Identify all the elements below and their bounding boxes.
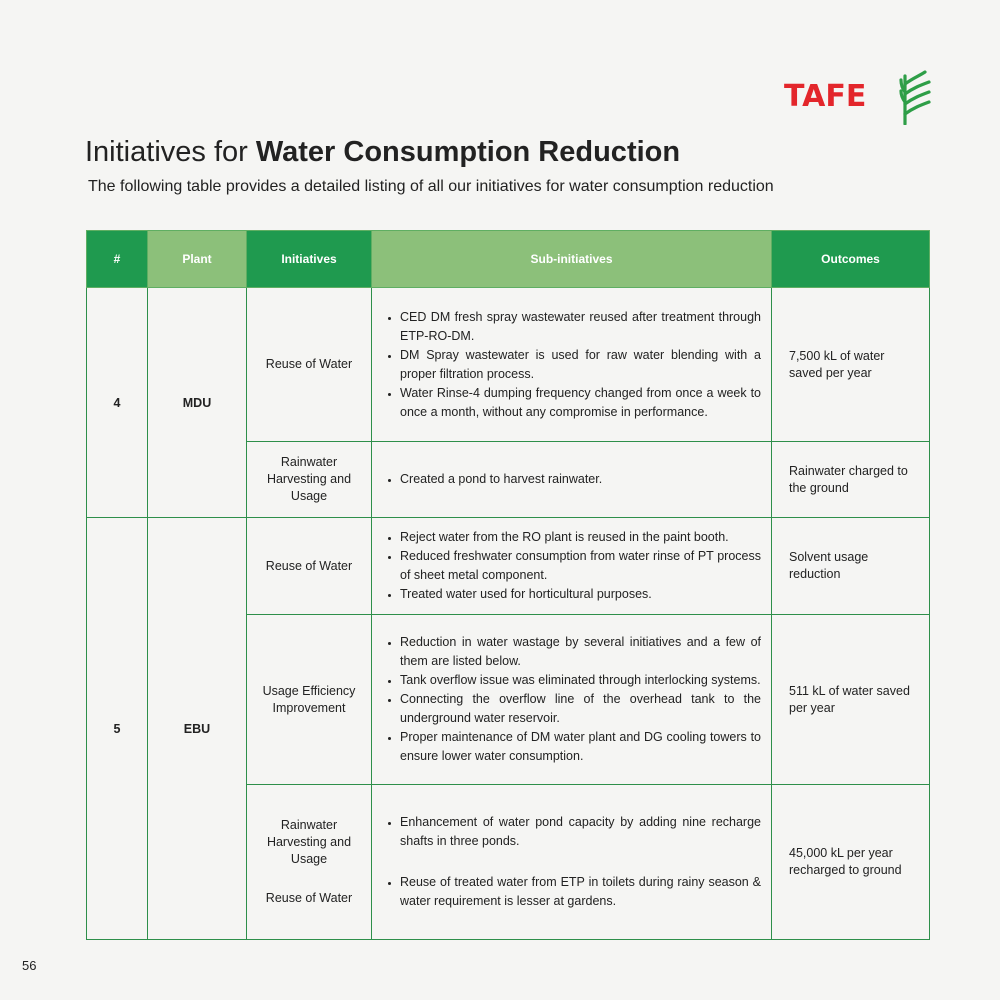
sub-initiative-item: • Enhancement of water pond capacity by adding nine recharge shafts in three ponds. xyxy=(400,813,761,851)
brand-logo xyxy=(784,70,934,125)
outcome-cell: 511 kL of water saved per year xyxy=(772,615,930,785)
sub-initiative-item: • DM Spray wastewater is used for raw water blending with a proper filtration process. xyxy=(400,346,761,384)
plant-name: MDU xyxy=(148,288,247,518)
sub-initiative-item: • Reuse of treated water from ETP in toilets during rainy season & water requirement is lesser at gardens. xyxy=(400,873,761,911)
outcome-cell: Solvent usage reduction xyxy=(772,518,930,615)
page-title-emphasis: Water Consumption Reduction xyxy=(255,136,681,168)
initiative-label: Reuse of Water xyxy=(265,891,353,905)
sub-initiative-item: • Reject water from the RO plant is reused in the paint booth. xyxy=(400,528,761,547)
sub-initiative-item: • Connecting the overflow line of the overhead tank to the underground water reservoir. xyxy=(400,690,761,728)
page-title-prefix: Initiatives for xyxy=(85,136,256,168)
outcome-cell: 7,500 kL of water saved per year xyxy=(772,288,930,442)
sub-initiative-item: • Reduction in water wastage by several initiatives and a few of them are listed below. xyxy=(400,633,761,671)
outcome-cell: Rainwater charged to the ground xyxy=(772,442,930,518)
page-title xyxy=(85,132,680,172)
header-plant: Plant xyxy=(148,231,247,288)
header-initiatives: Initiatives xyxy=(247,231,372,288)
sub-initiatives-cell xyxy=(372,288,772,442)
header-number: # xyxy=(87,231,148,288)
table-header-row xyxy=(87,231,930,288)
sub-initiative-item: • CED DM fresh spray wastewater reused after treatment through ETP-RO-DM. xyxy=(400,308,761,346)
sub-initiatives-cell xyxy=(372,785,772,940)
sub-initiative-item: • Reduced freshwater consumption from water rinse of PT process of sheet metal component. xyxy=(400,547,761,585)
table-row xyxy=(87,288,930,442)
row-number: 4 xyxy=(87,288,148,518)
sub-initiatives-cell xyxy=(372,442,772,518)
initiative-cell: Rainwater Harvesting and Usage xyxy=(247,442,372,518)
header-sub-initiatives: Sub-initiatives xyxy=(372,231,772,288)
initiative-cell: Usage Efficiency Improvement xyxy=(247,615,372,785)
header-outcomes: Outcomes xyxy=(772,231,930,288)
initiative-cell: Reuse of Water xyxy=(247,518,372,615)
sub-initiative-item: • Water Rinse-4 dumping frequency changed from once a week to once a month, without any compromise in performance. xyxy=(400,384,761,422)
sub-initiative-item: • Proper maintenance of DM water plant and DG cooling towers to ensure lower water consumption. xyxy=(400,728,761,766)
plant-name: EBU xyxy=(148,518,247,940)
brand-logo-text: TAFE xyxy=(784,79,867,114)
outcome-cell: 45,000 kL per year recharged to ground xyxy=(772,785,930,940)
sub-initiatives-cell xyxy=(372,615,772,785)
sub-initiative-item: • Tank overflow issue was eliminated through interlocking systems. xyxy=(400,671,761,690)
sub-initiatives-cell xyxy=(372,518,772,615)
sub-initiative-item: • Treated water used for horticultural purposes. xyxy=(400,585,761,604)
initiatives-table xyxy=(86,230,930,940)
page-number: 56 xyxy=(22,958,37,973)
initiative-cell: Reuse of Water xyxy=(247,288,372,442)
page-subtitle: The following table provides a detailed listing of all our initiatives for water consumption reduction xyxy=(88,178,774,195)
initiative-label: Rainwater Harvesting and Usage xyxy=(266,818,352,866)
table-row xyxy=(87,518,930,615)
row-number: 5 xyxy=(87,518,148,940)
sub-initiative-item: • Created a pond to harvest rainwater. xyxy=(400,470,761,489)
initiative-cell xyxy=(247,785,372,940)
wheat-leaf-icon xyxy=(899,70,933,125)
